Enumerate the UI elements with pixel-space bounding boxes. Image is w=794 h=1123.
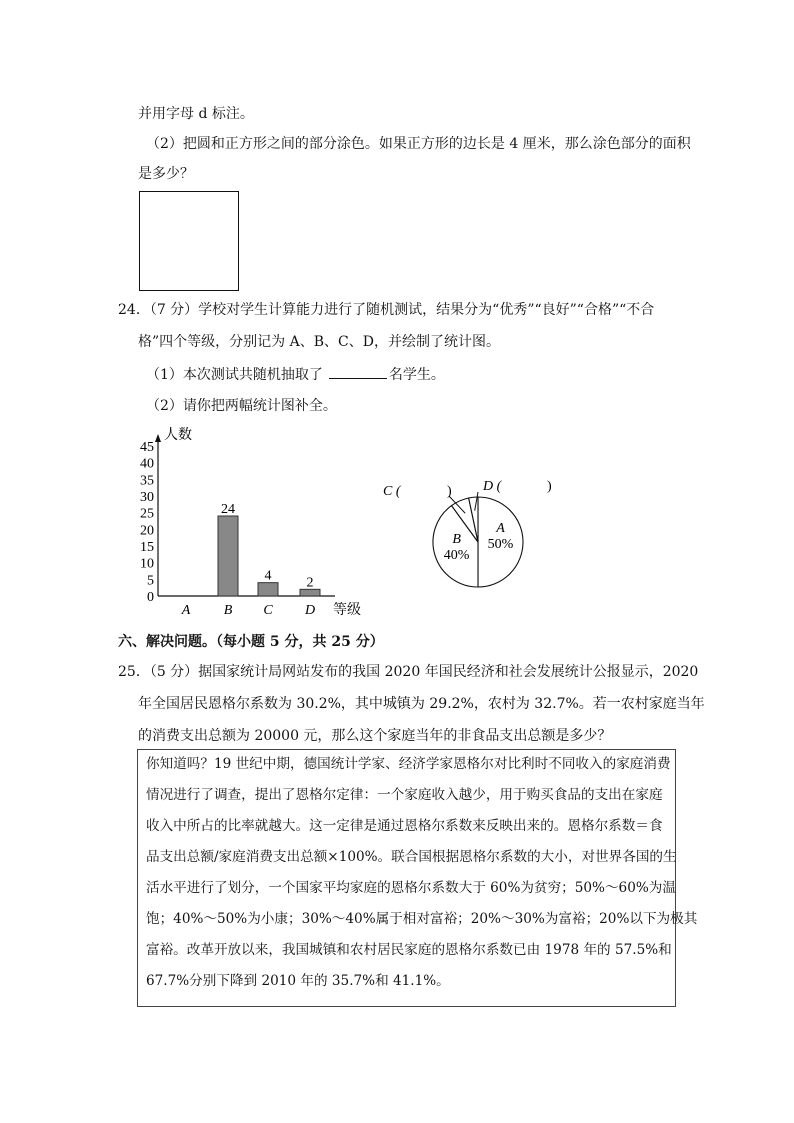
q23-line1: 并用字母 d 标注。 [138, 106, 254, 122]
y-tick-label: 0 [147, 590, 154, 605]
pie-slice-value: 40% [443, 547, 470, 563]
x-tick-label: B [223, 603, 233, 618]
y-tick-label: 25 [140, 506, 154, 522]
q25-line1: 25．（5 分）据国家统计局网站发布的我国 2020 年国民经济和社会发展统计公报显示，2020 [118, 664, 699, 680]
y-tick-label: 40 [140, 456, 154, 472]
y-tick-label: 35 [140, 473, 154, 489]
callout-d: D ( [483, 479, 502, 494]
callout-d-close: ) [547, 479, 552, 494]
y-axis-arrow [155, 434, 161, 442]
q24-part2: （2）请你把两幅统计图补全。 [146, 398, 337, 414]
answer-blank[interactable] [329, 364, 387, 379]
bar-chart [120, 420, 380, 620]
q24-part1 [146, 364, 445, 385]
x-tick-label: A [181, 603, 191, 618]
section6-title: 六、解决问题。（每小题 5 分，共 25 分） [118, 634, 384, 650]
callout-c-close: ) [447, 484, 452, 499]
x-axis-label: 等级 [333, 603, 361, 618]
pie-slice-label: B [452, 531, 461, 547]
square-figure [139, 191, 239, 291]
q24-part1-suffix: 名学生。 [388, 367, 445, 383]
info-line: 收入中所占的比率就越大。这一定律是通过恩格尔系数来反映出来的。恩格尔系数＝食 [146, 818, 663, 834]
pie-slice-value: 50% [487, 537, 514, 552]
y-tick-label: 5 [147, 573, 154, 589]
q23-part2-line2: 是多少？ [138, 166, 194, 182]
x-tick-label: D [304, 603, 316, 618]
callout-c: C ( [383, 484, 401, 499]
q24-line1: 24．（7 分）学校对学生计算能力进行了随机测试，结果分为“优秀”“良好”“合格”“不合 [118, 302, 655, 318]
y-tick-label: 45 [140, 440, 154, 455]
y-tick-label: 15 [140, 540, 154, 555]
bar [218, 516, 238, 596]
q25-line2: 年全国居民恩格尔系数为 30.2%，其中城镇为 29.2%，农村为 32.7%。若一农村家庭当年 [138, 696, 705, 712]
info-line: 饱；40%～50%为小康；30%～40%属于相对富裕；20%～30%为富裕；20%以下为极其 [146, 911, 698, 927]
info-line: 活水平进行了划分，一个国家平均家庭的恩格尔系数大于 60%为贫穷；50%～60%为温 [146, 880, 676, 896]
pie-chart [375, 470, 575, 600]
bar [258, 583, 278, 596]
q23-part2-line1: （2）把圆和正方形之间的部分涂色。如果正方形的边长是 4 厘米，那么涂色部分的面积 [146, 136, 691, 152]
y-tick-label: 10 [140, 556, 154, 572]
info-line: 67.7%分别下降到 2010 年的 35.7%和 41.1%。 [146, 973, 450, 989]
info-line: 你知道吗？19 世纪中期，德国统计学家、经济学家恩格尔对比利时不同收入的家庭消费 [146, 756, 671, 772]
bar-data-label: 2 [306, 575, 314, 591]
q24-part1-prefix: （1）本次测试共随机抽取了 [146, 367, 323, 383]
y-axis-label: 人数 [164, 428, 192, 443]
pie-slice-label: A [496, 521, 505, 536]
q24-line2: 格”四个等级，分别记为 A、B、C、D，并绘制了统计图。 [138, 334, 500, 350]
y-tick-label: 30 [140, 490, 154, 505]
y-tick-label: 20 [140, 523, 154, 539]
info-box [137, 749, 698, 1007]
x-tick-label: C [263, 603, 273, 618]
info-line: 情况进行了调查，提出了恩格尔定律：一个家庭收入越少，用于购买食品的支出在家庭 [146, 787, 663, 803]
bar-data-label: 24 [221, 502, 235, 517]
q25-line3: 的消费支出总额为 20000 元，那么这个家庭当年的非食品支出总额是多少？ [138, 728, 612, 744]
info-line: 富裕。改革开放以来，我国城镇和农村居民家庭的恩格尔系数已由 1978 年的 57.5%和 [146, 942, 672, 958]
info-line: 品支出总额/家庭消费支出总额×100%。联合国根据恩格尔系数的大小，对世界各国的生 [146, 849, 677, 865]
bar-data-label: 4 [264, 568, 272, 584]
